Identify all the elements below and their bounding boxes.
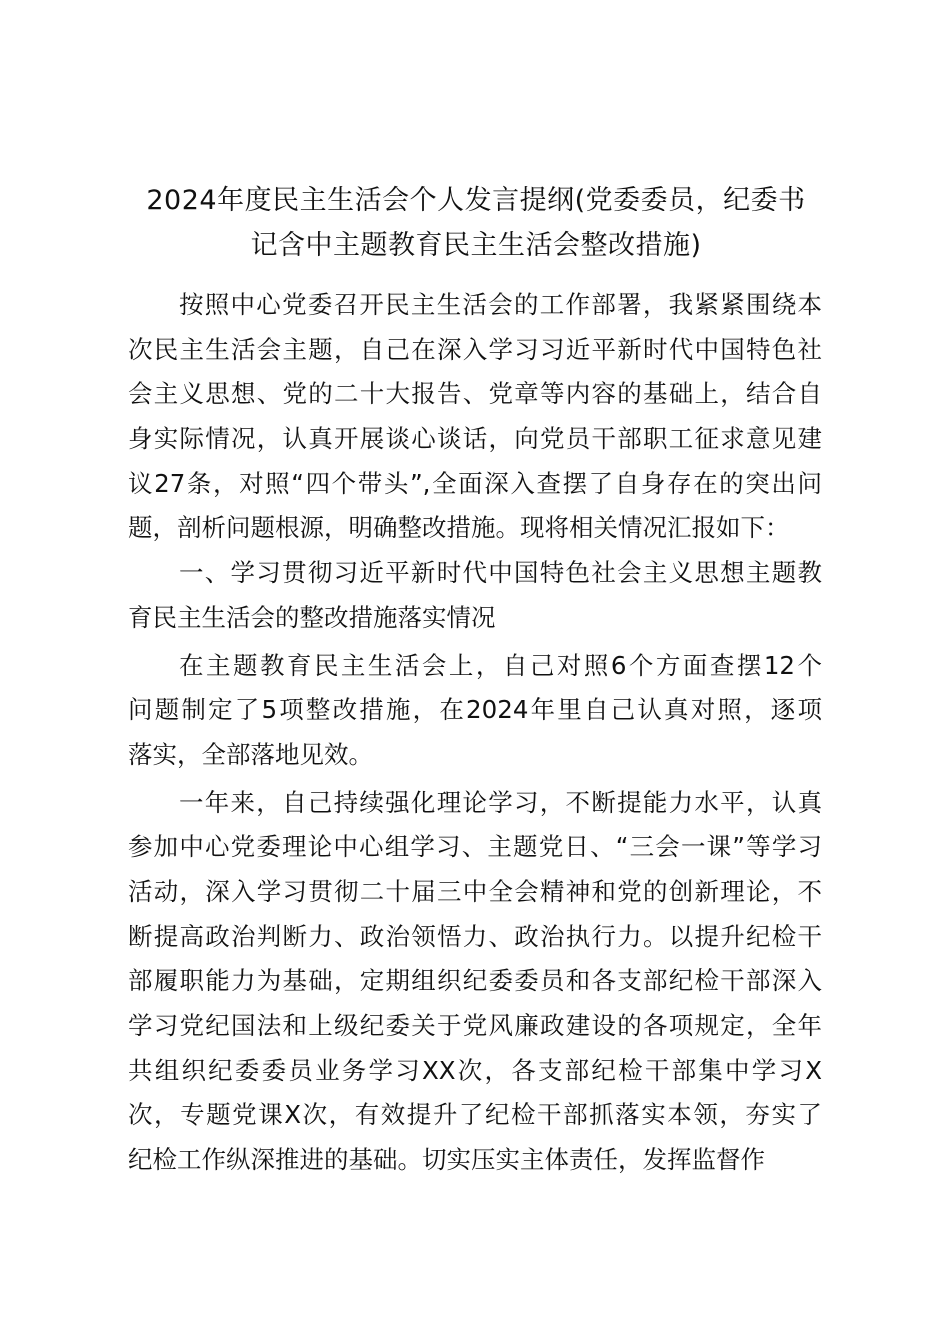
text-line: 议27条，对照“四个带头”,全面深入查摆了自身存在的突出问 (128, 468, 822, 498)
text-line: 一、学习贯彻习近平新时代中国特色社会主义思想主题教 (179, 558, 822, 588)
text-line: 学习党纪国法和上级纪委关于党风廉政建设的各项规定，全年 (128, 1011, 822, 1040)
paragraph-measures (128, 644, 822, 778)
document-body (128, 283, 822, 1183)
paragraph-year-review (128, 781, 822, 1183)
text-line: 断提高政治判断力、政治领悟力、政治执行力。以提升纪检干 (128, 921, 822, 951)
text-line: 一年来，自己持续强化理论学习，不断提能力水平，认真 (179, 787, 822, 817)
text-line: 育民主生活会的整改措施落实情况 (128, 602, 496, 632)
text-line: 落实，全部落地见效。 (128, 739, 373, 769)
text-line: 共组织纪委委员业务学习XX次，各支部纪检干部集中学习X (128, 1055, 822, 1085)
text-line: 活动，深入学习贯彻二十届三中全会精神和党的创新理论，不 (128, 876, 822, 906)
text-line: 题，剖析问题根源，明确整改措施。现将相关情况汇报如下： (128, 513, 790, 543)
text-line: 会主义思想、党的二十大报告、党章等内容的基础上，结合自 (128, 379, 822, 409)
text-line: 在主题教育民主生活会上，自己对照6个方面查摆12个 (179, 650, 822, 680)
paragraph-intro (128, 283, 822, 551)
title-line-2: 记含中主题教育民主生活会整改措施) (250, 230, 702, 261)
title-line-1: 2024年度民主生活会个人发言提纲(党委委员，纪委书 (146, 185, 806, 216)
text-line: 纪检工作纵深推进的基础。切实压实主体责任，发挥监督作 (128, 1145, 765, 1175)
document-title (128, 178, 824, 268)
text-line: 部履职能力为基础，定期组织纪委委员和各支部纪检干部深入 (128, 966, 822, 996)
section-heading-1 (128, 551, 822, 640)
text-line: 次，专题党课X次，有效提升了纪检干部抓落实本领，夯实了 (128, 1100, 822, 1130)
text-line: 参加中心党委理论中心组学习、主题党日、“三会一课”等学习 (128, 832, 822, 862)
text-line: 身实际情况，认真开展谈心谈话，向党员干部职工征求意见建 (128, 424, 822, 454)
text-line: 次民主生活会主题，自己在深入学习习近平新时代中国特色社 (128, 334, 822, 364)
text-line: 问题制定了5项整改措施，在2024年里自己认真对照，逐项 (128, 695, 822, 725)
text-line: 按照中心党委召开民主生活会的工作部署，我紧紧围绕本 (179, 290, 822, 319)
